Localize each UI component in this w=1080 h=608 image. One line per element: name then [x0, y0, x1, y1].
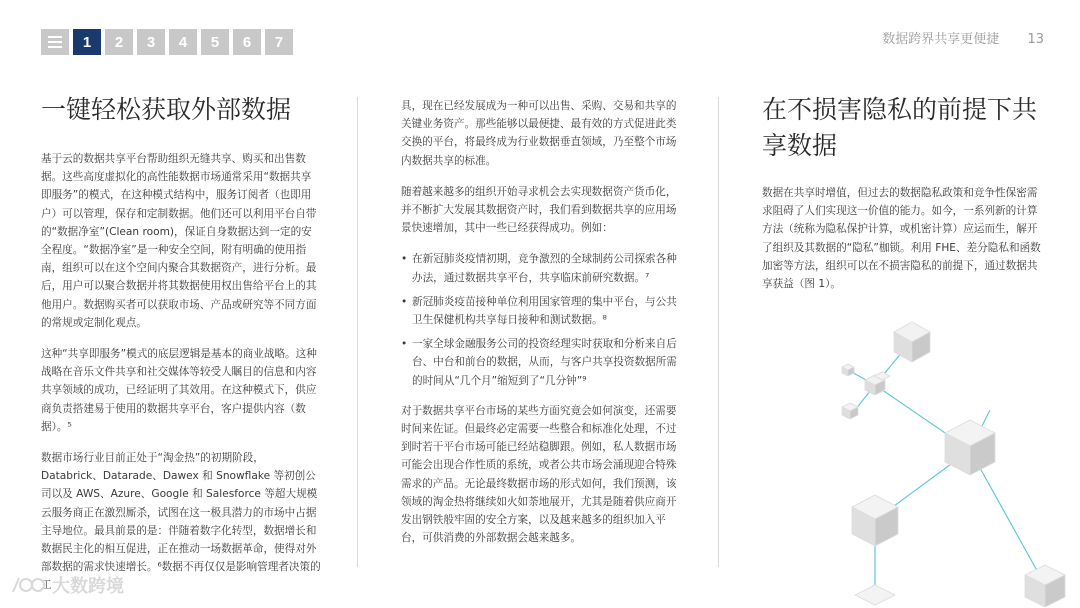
- page-button-2[interactable]: 2: [105, 29, 133, 55]
- network-cubes-illustration: [820, 300, 1080, 607]
- section-heading: 一键轻松获取外部数据: [41, 95, 292, 124]
- document-header: [882, 28, 1044, 47]
- column-2: [401, 97, 686, 560]
- page-number: 13: [1027, 32, 1044, 47]
- list-item: • 一家全球金融服务公司的投资经理实时获取和分析来自后台、中台和前台的数据，从而，与客户共享投资数据所需的时间从“几个月”缩短到了“几分钟”⁹: [401, 335, 686, 390]
- paragraph: 对于数据共享平台市场的某些方面究竟会如何演变，还需要时间来佐证。但最终必定需要一些整合和标准化处理，不过到时若干平台市场可能已经站稳脚跟。例如，私人数据市场可能会出现合作性质的系统，或者公共市场会涌现迎合特殊需求的产品。无论最终数据市场的形式如何，我们预测，该领域的淘金热将继续如火如荼地展开，尤其是随着供应商开发出钢铁般牢固的安全方案，以及越来越多的组织加入平台，可供消费的外部数据会越来越多。: [401, 404, 677, 545]
- column-3: [762, 92, 1042, 306]
- paragraph: 基于云的数据共享平台帮助组织无缝共享、购买和出售数据。这些高度虚拟化的高性能数据市场通常采用“数据共享即服务”的模式，在这种模式结构中，服务订阅者（也即用户）可以管理，保存和定制数据。他们还可以利用平台自带的“数据净室”(Clean room)，保证自身数据达到一定的安全程度。“数据净室”是一种安全空间，附有明确的使用指南，组织可以在这个空间内聚合其数据资产，进行分析。最后，用户可以聚合数据并将其数据使用权出售给平台上的其他用户。数据购买者可以获取市场、产品或研究等不同方面的常规或定制化观点。: [41, 153, 317, 329]
- paragraph: 具，现在已经发展成为一种可以出售、采购、交易和共享的关键业务资产。那些能够以最便捷、最有效的方式促进此类交换的平台，将最终成为行业数据垂直领域，乃至整个市场内数据共享的标准。: [401, 100, 677, 167]
- paragraph: 数据在共享时增值，但过去的数据隐私政策和竞争性保密需求阻碍了人们实现这一价值的能力。如今，一系列新的计算方法（统称为隐私保护计算，或机密计算）应运而生，解开了组织及其数据的“隐私”枷锁。利用 FHE、差分隐私和函数加密等方法，组织可以在不损害隐私的前提下，通过数据共享获益（图 1）。: [762, 187, 1041, 291]
- page-button-6[interactable]: 6: [233, 29, 261, 55]
- watermark-text: 大数跨境: [52, 576, 124, 597]
- page-button-1[interactable]: 1: [73, 29, 101, 55]
- menu-icon: [48, 36, 62, 48]
- section-title: 数据跨界共享更便捷: [882, 32, 1000, 47]
- menu-button[interactable]: [41, 29, 69, 55]
- bullet-list: [401, 250, 686, 389]
- watermark: [10, 572, 124, 598]
- column-divider: [357, 97, 358, 567]
- column-1: [41, 92, 321, 608]
- page-button-3[interactable]: 3: [137, 29, 165, 55]
- paragraph: 随着越来越多的组织开始寻求机会去实现数据资产货币化，并不断扩大发展其数据资产时，我们看到数据共享的应用场景快速增加，其中一些已经获得成功。例如：: [401, 185, 677, 235]
- list-item: • 新冠肺炎疫苗接种单位利用国家管理的集中平台，与公共卫生保健机构共享每日接种和测试数据。⁸: [401, 293, 686, 329]
- section-heading: 在不损害隐私的前提下共享数据: [762, 95, 1038, 160]
- page-button-7[interactable]: 7: [265, 29, 293, 55]
- watermark-logo-icon: [10, 574, 46, 596]
- page-navigation: [41, 29, 293, 55]
- page-button-5[interactable]: 5: [201, 29, 229, 55]
- paragraph: 这种“共享即服务”模式的底层逻辑是基本的商业战略。这种战略在音乐文件共享和社交媒体等较受人瞩目的信息和内容共享领域的成功，已经证明了其效用。在这种模式下，供应商负责搭建易于使用的数据共享平台，客户提供内容（数据）。⁵: [41, 348, 317, 433]
- paragraph: 数据市场行业目前正处于“淘金热”的初期阶段，Databrick、Datarade、Dawex 和 Snowflake 等初创公司以及 AWS、Azure、Google 和 Salesforce 等超大规模云服务商正在激烈厮杀，试图在这一极具潜力的市场中占据主导地位。最具前景的是：伴随着数字化转型，数据增长和数据民主化的相互促进，正在推动一场数据革命，使得对外部数据的需求快速增长。⁶数据不再仅仅是影响管理者决策的工: [41, 452, 321, 592]
- page-button-4[interactable]: 4: [169, 29, 197, 55]
- list-item: • 在新冠肺炎疫情初期，竞争激烈的全球制药公司探索各种办法，通过数据共享平台，共享临床前研究数据。⁷: [401, 250, 686, 286]
- column-divider: [718, 97, 719, 567]
